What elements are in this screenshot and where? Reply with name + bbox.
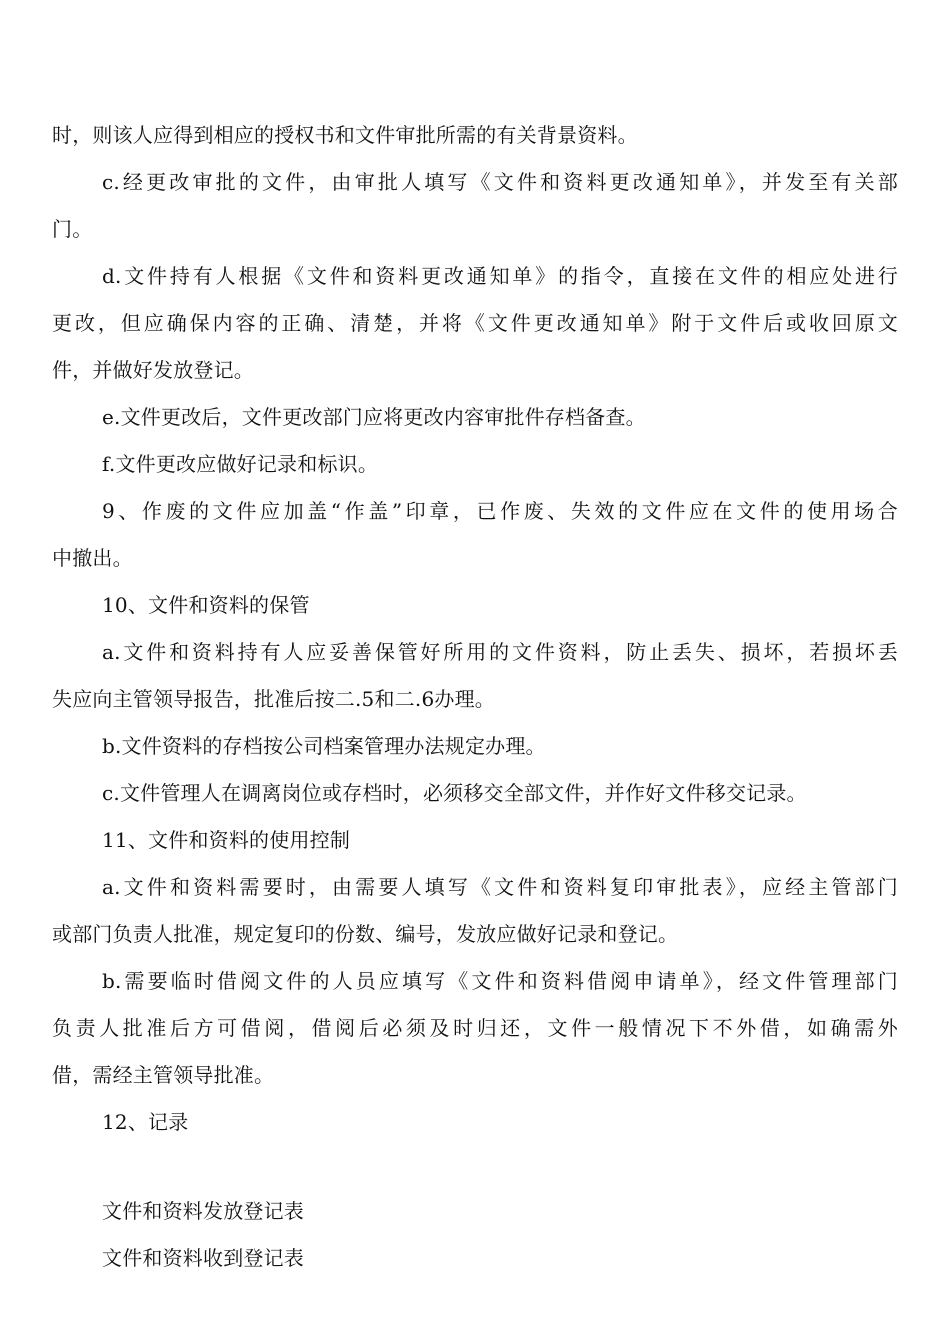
text-line: 借，需经主管领导批准。 bbox=[52, 1063, 275, 1087]
text-line: 中撤出。 bbox=[52, 546, 133, 570]
text-line: d.文件持有人根据《文件和资料更改通知单》的指令，直接在文件的相应处进行 bbox=[102, 264, 898, 288]
text-line: 失应向主管领导报告，批准后按二.5和二.6办理。 bbox=[52, 687, 495, 711]
text-line: b.文件资料的存档按公司档案管理办法规定办理。 bbox=[102, 734, 546, 758]
text-line: 更改，但应确保内容的正确、清楚，并将《文件更改通知单》附于文件后或收回原文 bbox=[52, 311, 898, 335]
text-line: 时，则该人应得到相应的授权书和文件审批所需的有关背景资料。 bbox=[52, 123, 638, 147]
spacer bbox=[52, 1146, 898, 1188]
text-line: c.经更改审批的文件，由审批人填写《文件和资料更改通知单》，并发至有关部 bbox=[102, 170, 898, 194]
text-line: 件，并做好发放登记。 bbox=[52, 358, 254, 382]
section-heading: 10、文件和资料的保管 bbox=[102, 593, 310, 617]
record-item: 文件和资料收到登记表 bbox=[102, 1246, 304, 1270]
section-heading: 11、文件和资料的使用控制 bbox=[102, 828, 351, 852]
text-line: 9、作废的文件应加盖“作盖”印章，已作废、失效的文件应在文件的使用场合 bbox=[102, 499, 898, 523]
text-line: b.需要临时借阅文件的人员应填写《文件和资料借阅申请单》，经文件管理部门 bbox=[102, 969, 898, 993]
section-heading: 12、记录 bbox=[102, 1110, 189, 1134]
text-line: f.文件更改应做好记录和标识。 bbox=[102, 452, 379, 476]
text-line: c.文件管理人在调离岗位或存档时，必须移交全部文件，并作好文件移交记录。 bbox=[102, 781, 807, 805]
text-line: 门。 bbox=[52, 217, 93, 241]
text-line: 或部门负责人批准，规定复印的份数、编号，发放应做好记录和登记。 bbox=[52, 922, 679, 946]
text-line: a.文件和资料需要时，由需要人填写《文件和资料复印审批表》，应经主管部门 bbox=[102, 875, 898, 899]
text-line: 负责人批准后方可借阅，借阅后必须及时归还，文件一般情况下不外借，如确需外 bbox=[52, 1016, 898, 1040]
text-line: e.文件更改后，文件更改部门应将更改内容审批件存档备查。 bbox=[102, 405, 646, 429]
document-body bbox=[52, 112, 898, 1282]
text-line: a.文件和资料持有人应妥善保管好所用的文件资料，防止丢失、损坏，若损坏丢 bbox=[102, 640, 898, 664]
record-item: 文件和资料发放登记表 bbox=[102, 1199, 304, 1223]
